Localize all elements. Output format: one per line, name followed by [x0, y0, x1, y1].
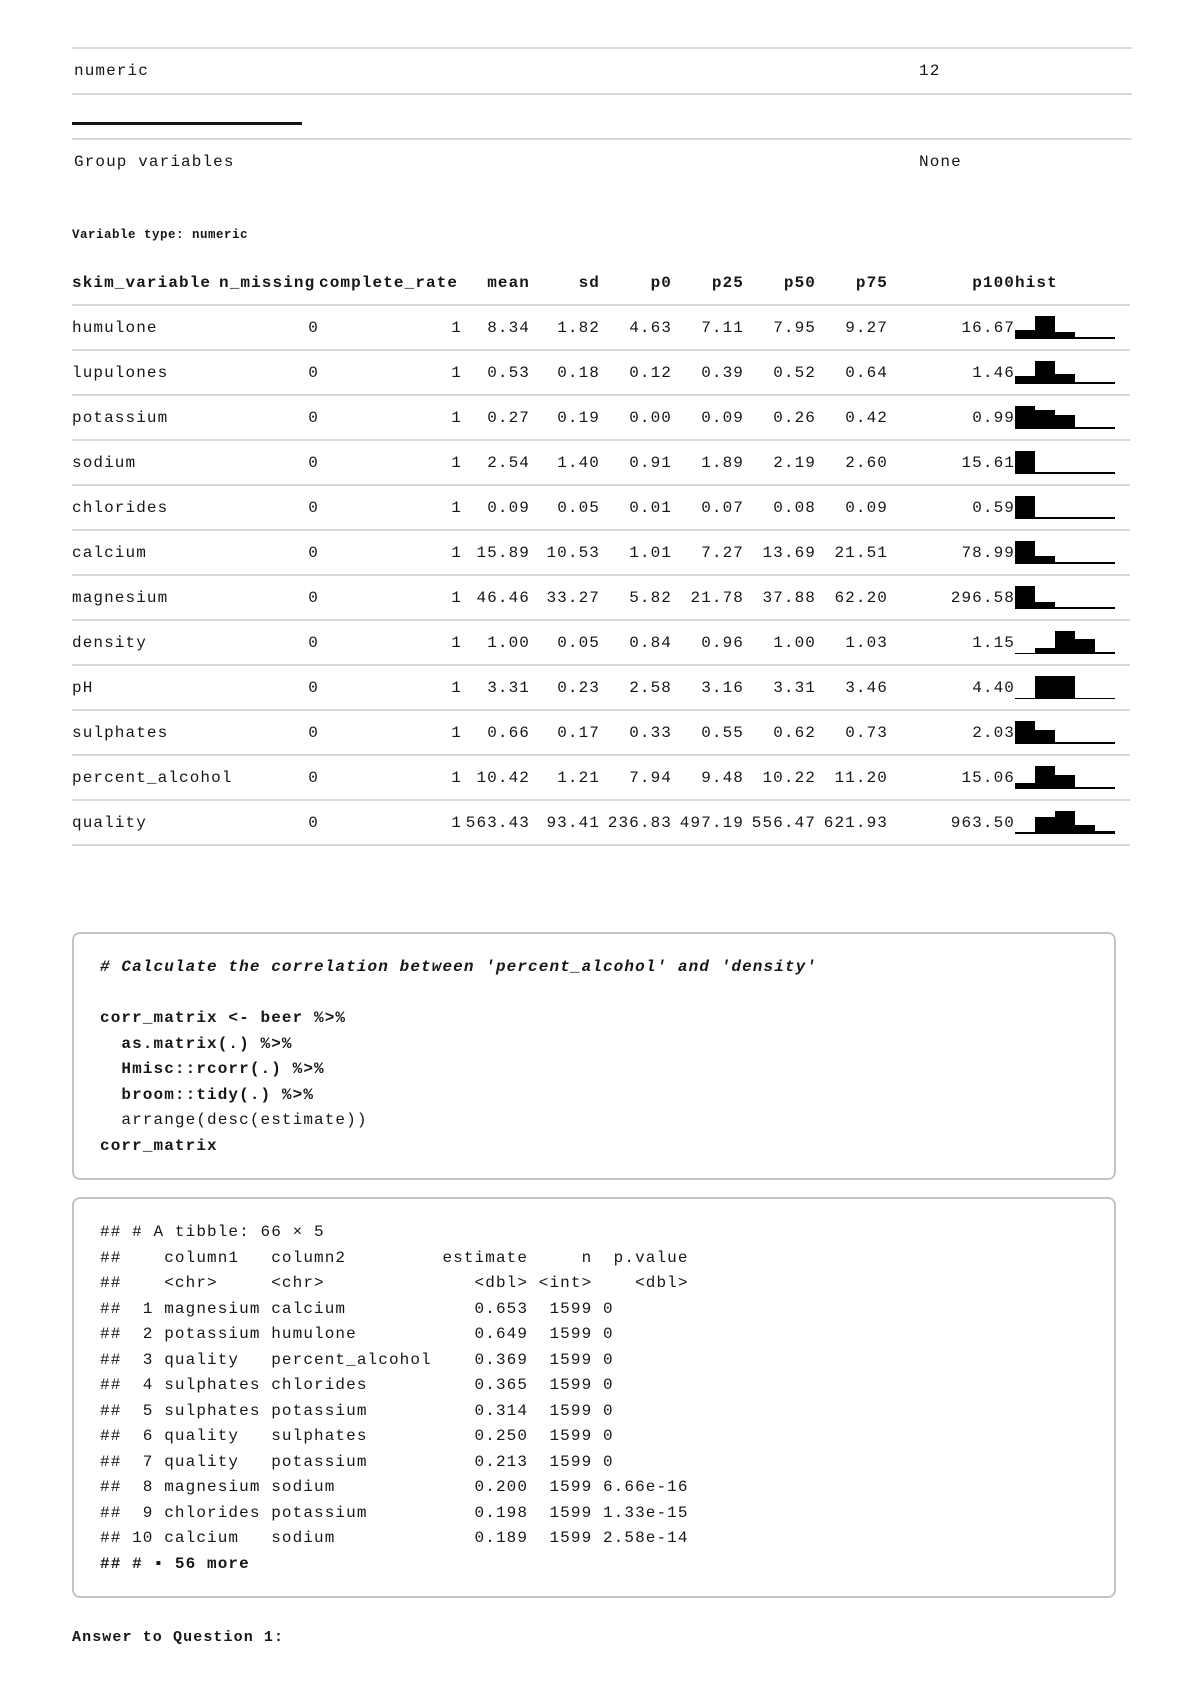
histogram [1015, 586, 1115, 609]
column-header-p0: p0 [600, 268, 672, 305]
skim-summary-table [72, 268, 1130, 846]
cell-mean: 0.53 [462, 350, 530, 395]
cell-p0: 0.01 [600, 485, 672, 530]
cell-skim_variable: magnesium [72, 575, 219, 620]
cell-mean: 1.00 [462, 620, 530, 665]
cell-p25: 3.16 [672, 665, 744, 710]
empty-header-underline [72, 122, 302, 125]
report-page [72, 47, 1132, 1646]
column-header-complete_rate: complete_rate [319, 268, 462, 305]
output-line: ## 9 chlorides potassium 0.198 1599 1.33e-15 [100, 1503, 689, 1522]
cell-complete_rate: 1 [319, 575, 462, 620]
cell-hist [1015, 665, 1130, 710]
histogram-bar [1015, 783, 1035, 789]
output-line: ## 3 quality percent_alcohol 0.369 1599 0 [100, 1350, 614, 1369]
histogram [1015, 406, 1115, 429]
cell-complete_rate: 1 [319, 755, 462, 800]
cell-p100: 2.03 [888, 710, 1015, 755]
cell-p100: 1.15 [888, 620, 1015, 665]
cell-p100: 15.61 [888, 440, 1015, 485]
cell-complete_rate: 1 [319, 800, 462, 845]
cell-n_missing: 0 [219, 755, 319, 800]
cell-p25: 21.78 [672, 575, 744, 620]
cell-p50: 13.69 [744, 530, 816, 575]
cell-p75: 9.27 [816, 305, 888, 350]
cell-p0: 4.63 [600, 305, 672, 350]
histogram [1015, 631, 1115, 654]
type-count-value: 12 [919, 62, 941, 80]
output-line: ## 8 magnesium sodium 0.200 1599 6.66e-16 [100, 1478, 689, 1496]
histogram-bar [1055, 562, 1075, 564]
cell-mean: 0.66 [462, 710, 530, 755]
histogram-bar [1095, 562, 1115, 564]
cell-hist [1015, 755, 1130, 800]
cell-p0: 236.83 [600, 800, 672, 845]
output-line: ## 10 calcium sodium 0.189 1599 2.58e-14 [100, 1529, 689, 1547]
code-line: corr_matrix <- beer %>% [100, 1009, 347, 1027]
histogram-bar [1035, 730, 1055, 744]
table-row [72, 575, 1130, 620]
cell-complete_rate: 1 [319, 485, 462, 530]
histogram-bar [1015, 451, 1035, 474]
histogram-bar [1095, 472, 1115, 474]
cell-p50: 7.95 [744, 305, 816, 350]
cell-skim_variable: sodium [72, 440, 219, 485]
histogram-bar [1035, 556, 1055, 564]
histogram-bar [1055, 775, 1075, 789]
cell-n_missing: 0 [219, 575, 319, 620]
histogram [1015, 361, 1115, 384]
table-row [72, 350, 1130, 395]
column-header-skim_variable: skim_variable [72, 268, 219, 305]
histogram [1015, 811, 1115, 834]
cell-sd: 0.17 [530, 710, 600, 755]
group-variables-value: None [919, 153, 962, 171]
cell-p25: 9.48 [672, 755, 744, 800]
cell-p75: 62.20 [816, 575, 888, 620]
histogram-bar [1055, 607, 1075, 609]
cell-hist [1015, 350, 1130, 395]
histogram-bar [1035, 361, 1055, 384]
cell-sd: 0.05 [530, 620, 600, 665]
cell-skim_variable: sulphates [72, 710, 219, 755]
output-line: ## 2 potassium humulone 0.649 1599 0 [100, 1325, 614, 1343]
cell-skim_variable: pH [72, 665, 219, 710]
cell-p50: 10.22 [744, 755, 816, 800]
cell-mean: 0.27 [462, 395, 530, 440]
code-line: # Calculate the correlation between 'percent_alcohol' and 'density' [100, 958, 818, 976]
histogram [1015, 721, 1115, 744]
code-line: arrange(desc(estimate)) [100, 1111, 368, 1129]
cell-p0: 0.91 [600, 440, 672, 485]
cell-complete_rate: 1 [319, 305, 462, 350]
histogram-bar [1095, 337, 1115, 339]
r-code-block [72, 932, 1116, 1180]
cell-skim_variable: density [72, 620, 219, 665]
cell-p75: 0.42 [816, 395, 888, 440]
cell-p0: 5.82 [600, 575, 672, 620]
cell-hist [1015, 530, 1130, 575]
histogram-bar [1095, 382, 1115, 384]
table-row [72, 755, 1130, 800]
histogram-bar [1095, 698, 1115, 699]
column-header-mean: mean [462, 268, 530, 305]
table-row [72, 305, 1130, 350]
cell-p25: 7.27 [672, 530, 744, 575]
histogram-bar [1055, 517, 1075, 519]
cell-complete_rate: 1 [319, 350, 462, 395]
output-line: ## 5 sulphates potassium 0.314 1599 0 [100, 1401, 614, 1420]
histogram [1015, 316, 1115, 339]
cell-n_missing: 0 [219, 710, 319, 755]
cell-p100: 78.99 [888, 530, 1015, 575]
histogram-bar [1015, 721, 1035, 744]
histogram-bar [1075, 607, 1095, 609]
histogram-bar [1055, 676, 1075, 699]
cell-mean: 10.42 [462, 755, 530, 800]
cell-sd: 0.18 [530, 350, 600, 395]
cell-p100: 0.59 [888, 485, 1015, 530]
column-header-p75: p75 [816, 268, 888, 305]
cell-mean: 8.34 [462, 305, 530, 350]
cell-hist [1015, 440, 1130, 485]
output-line: ## 6 quality sulphates 0.250 1599 0 [100, 1427, 614, 1445]
code-line [100, 981, 1090, 1007]
table-row [72, 530, 1130, 575]
histogram-bar [1015, 832, 1035, 834]
cell-hist [1015, 305, 1130, 350]
histogram-bar [1095, 742, 1115, 744]
cell-p50: 2.19 [744, 440, 816, 485]
cell-p75: 621.93 [816, 800, 888, 845]
cell-complete_rate: 1 [319, 620, 462, 665]
cell-mean: 46.46 [462, 575, 530, 620]
cell-mean: 0.09 [462, 485, 530, 530]
histogram-bar [1055, 631, 1075, 654]
histogram-bar [1035, 676, 1055, 699]
cell-skim_variable: lupulones [72, 350, 219, 395]
cell-p50: 556.47 [744, 800, 816, 845]
histogram-bar [1035, 410, 1055, 429]
output-line: ## # A tibble: 66 × 5 [100, 1223, 325, 1241]
histogram-bar [1075, 742, 1095, 744]
cell-p50: 0.62 [744, 710, 816, 755]
cell-sd: 1.40 [530, 440, 600, 485]
cell-complete_rate: 1 [319, 395, 462, 440]
histogram-bar [1075, 562, 1095, 564]
column-header-p50: p50 [744, 268, 816, 305]
cell-hist [1015, 395, 1130, 440]
cell-complete_rate: 1 [319, 665, 462, 710]
cell-p25: 1.89 [672, 440, 744, 485]
cell-p50: 0.52 [744, 350, 816, 395]
table-row [72, 620, 1130, 665]
cell-n_missing: 0 [219, 440, 319, 485]
cell-sd: 93.41 [530, 800, 600, 845]
cell-sd: 0.23 [530, 665, 600, 710]
cell-p75: 1.03 [816, 620, 888, 665]
cell-p75: 0.64 [816, 350, 888, 395]
cell-skim_variable: chlorides [72, 485, 219, 530]
cell-p50: 0.08 [744, 485, 816, 530]
cell-p0: 0.33 [600, 710, 672, 755]
cell-sd: 0.19 [530, 395, 600, 440]
histogram-bar [1075, 517, 1095, 519]
cell-n_missing: 0 [219, 485, 319, 530]
cell-n_missing: 0 [219, 395, 319, 440]
cell-p75: 2.60 [816, 440, 888, 485]
divider [72, 93, 1132, 95]
table-row [72, 710, 1130, 755]
cell-p100: 963.50 [888, 800, 1015, 845]
code-line: corr_matrix [100, 1136, 218, 1155]
group-variables-label: Group variables [74, 153, 235, 171]
histogram-bar [1075, 382, 1095, 384]
histogram-bar [1055, 415, 1075, 429]
histogram-bar [1095, 607, 1115, 609]
histogram-bar [1075, 427, 1095, 429]
cell-p100: 1.46 [888, 350, 1015, 395]
histogram-bar [1095, 831, 1115, 834]
cell-n_missing: 0 [219, 350, 319, 395]
output-line: ## # ▪ 56 more [100, 1554, 250, 1573]
cell-p0: 0.12 [600, 350, 672, 395]
cell-p100: 4.40 [888, 665, 1015, 710]
histogram-bar [1075, 639, 1095, 654]
cell-n_missing: 0 [219, 530, 319, 575]
histogram-bar [1055, 374, 1075, 384]
histogram [1015, 496, 1115, 519]
code-line: Hmisc::rcorr(.) %>% [100, 1060, 325, 1078]
histogram-bar [1015, 330, 1035, 339]
cell-p50: 1.00 [744, 620, 816, 665]
cell-skim_variable: percent_alcohol [72, 755, 219, 800]
histogram-bar [1055, 742, 1075, 744]
column-header-n_missing: n_missing [219, 268, 319, 305]
histogram-bar [1015, 586, 1035, 609]
cell-n_missing: 0 [219, 665, 319, 710]
cell-p25: 497.19 [672, 800, 744, 845]
column-header-hist: hist [1015, 268, 1130, 305]
section-heading: Variable type: numeric [72, 228, 249, 242]
histogram-bar [1015, 698, 1035, 699]
cell-complete_rate: 1 [319, 440, 462, 485]
cell-skim_variable: potassium [72, 395, 219, 440]
cell-p100: 16.67 [888, 305, 1015, 350]
cell-sd: 10.53 [530, 530, 600, 575]
histogram-bar [1075, 787, 1095, 789]
histogram-bar [1035, 602, 1055, 609]
cell-sd: 1.21 [530, 755, 600, 800]
histogram [1015, 541, 1115, 564]
histogram-bar [1075, 825, 1095, 834]
cell-skim_variable: calcium [72, 530, 219, 575]
cell-skim_variable: quality [72, 800, 219, 845]
cell-n_missing: 0 [219, 305, 319, 350]
histogram-bar [1095, 652, 1115, 654]
histogram-bar [1015, 406, 1035, 429]
cell-p0: 2.58 [600, 665, 672, 710]
cell-p100: 0.99 [888, 395, 1015, 440]
table-header-row [72, 268, 1130, 305]
cell-complete_rate: 1 [319, 710, 462, 755]
cell-hist [1015, 800, 1130, 845]
cell-mean: 3.31 [462, 665, 530, 710]
cell-p75: 0.73 [816, 710, 888, 755]
code-line: broom::tidy(.) %>% [100, 1085, 315, 1104]
cell-p50: 3.31 [744, 665, 816, 710]
histogram-bar [1035, 648, 1055, 654]
cell-hist [1015, 620, 1130, 665]
cell-sd: 0.05 [530, 485, 600, 530]
cell-p100: 296.58 [888, 575, 1015, 620]
histogram-bar [1015, 541, 1035, 564]
cell-p25: 0.96 [672, 620, 744, 665]
cell-p0: 0.00 [600, 395, 672, 440]
histogram-bar [1075, 337, 1095, 339]
group-variables-row [72, 140, 1132, 184]
cell-p75: 21.51 [816, 530, 888, 575]
histogram-bar [1095, 787, 1115, 789]
histogram [1015, 676, 1115, 699]
histogram [1015, 766, 1115, 789]
cell-p50: 0.26 [744, 395, 816, 440]
table-row [72, 800, 1130, 845]
histogram-bar [1035, 766, 1055, 789]
histogram-bar [1055, 332, 1075, 339]
cell-mean: 15.89 [462, 530, 530, 575]
histogram-bar [1075, 698, 1095, 699]
table-row [72, 665, 1130, 710]
histogram-bar [1055, 472, 1075, 474]
output-line: ## column1 column2 estimate n p.value [100, 1248, 689, 1267]
cell-p0: 1.01 [600, 530, 672, 575]
histogram-bar [1095, 427, 1115, 429]
cell-p75: 11.20 [816, 755, 888, 800]
cell-p25: 0.39 [672, 350, 744, 395]
output-line: ## 1 magnesium calcium 0.653 1599 0 [100, 1299, 614, 1318]
cell-skim_variable: humulone [72, 305, 219, 350]
cell-p75: 0.09 [816, 485, 888, 530]
cell-p75: 3.46 [816, 665, 888, 710]
type-count-row [72, 49, 1132, 93]
output-line: ## 4 sulphates chlorides 0.365 1599 0 [100, 1376, 614, 1394]
cell-p25: 0.55 [672, 710, 744, 755]
column-header-sd: sd [530, 268, 600, 305]
output-line: ## <chr> <chr> <dbl> <int> <dbl> [100, 1274, 689, 1292]
cell-p0: 7.94 [600, 755, 672, 800]
cell-p25: 0.07 [672, 485, 744, 530]
cell-p0: 0.84 [600, 620, 672, 665]
histogram-bar [1035, 316, 1055, 339]
code-line: as.matrix(.) %>% [100, 1034, 293, 1053]
cell-sd: 33.27 [530, 575, 600, 620]
histogram-bar [1075, 472, 1095, 474]
histogram-bar [1015, 653, 1035, 654]
r-output-block [72, 1197, 1116, 1598]
histogram-bar [1035, 817, 1055, 834]
cell-hist [1015, 575, 1130, 620]
cell-p100: 15.06 [888, 755, 1015, 800]
cell-mean: 2.54 [462, 440, 530, 485]
cell-sd: 1.82 [530, 305, 600, 350]
cell-p25: 7.11 [672, 305, 744, 350]
histogram [1015, 451, 1115, 474]
histogram-bar [1015, 496, 1035, 519]
table-row [72, 395, 1130, 440]
column-header-p25: p25 [672, 268, 744, 305]
histogram-bar [1095, 517, 1115, 519]
cell-n_missing: 0 [219, 620, 319, 665]
cell-mean: 563.43 [462, 800, 530, 845]
type-count-label: numeric [74, 62, 149, 80]
cell-complete_rate: 1 [319, 530, 462, 575]
answer-heading: Answer to Question 1: [72, 1629, 285, 1646]
table-row [72, 440, 1130, 485]
column-header-p100: p100 [888, 268, 1015, 305]
cell-hist [1015, 710, 1130, 755]
cell-n_missing: 0 [219, 800, 319, 845]
histogram-bar [1035, 517, 1055, 519]
table-row [72, 485, 1130, 530]
cell-p25: 0.09 [672, 395, 744, 440]
histogram-bar [1015, 376, 1035, 384]
histogram-bar [1035, 472, 1055, 474]
histogram-bar [1055, 811, 1075, 834]
cell-p50: 37.88 [744, 575, 816, 620]
output-line: ## 7 quality potassium 0.213 1599 0 [100, 1452, 614, 1471]
cell-hist [1015, 485, 1130, 530]
